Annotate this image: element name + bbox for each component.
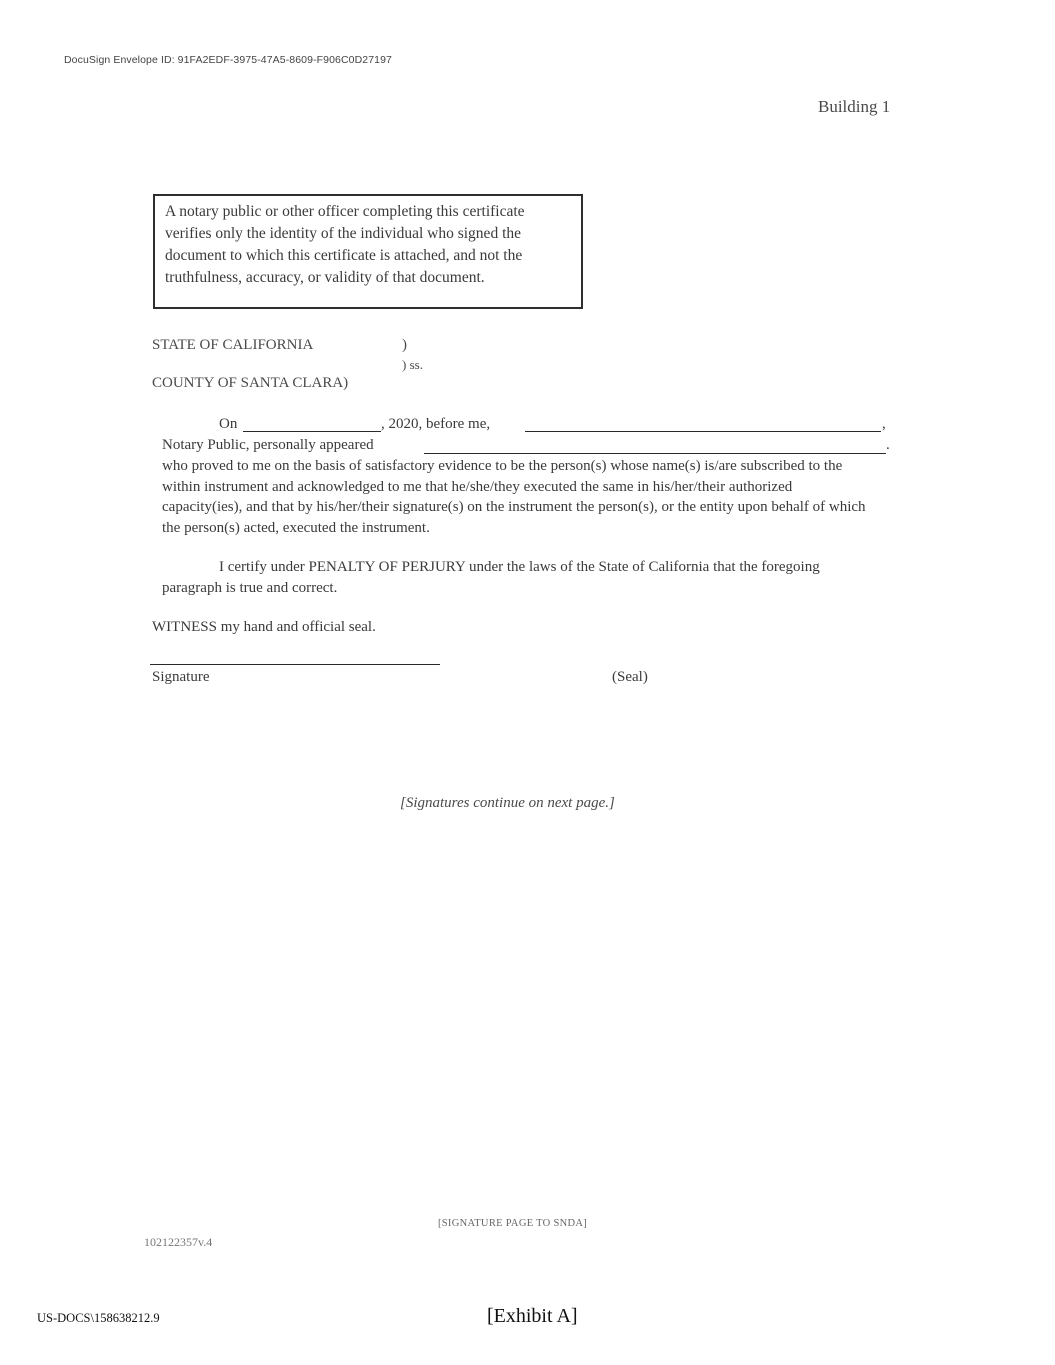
perjury-certification-paragraph: I certify under PENALTY OF PERJURY under the laws of the State of California that the foregoing paragraph is true and correct. [162, 559, 820, 596]
docusign-envelope-id: DocuSign Envelope ID: 91FA2EDF-3975-47A5-8609-F906C0D27197 [64, 54, 392, 66]
ack-notary-text: Notary Public, personally appeared [162, 437, 374, 453]
signatures-continue-note: [Signatures continue on next page.] [400, 795, 615, 811]
venue-state: STATE OF CALIFORNIA [152, 337, 314, 353]
ack-on-label: On [219, 416, 238, 432]
building-label: Building 1 [818, 97, 891, 116]
exhibit-label: [Exhibit A] [487, 1305, 578, 1327]
seal-label: (Seal) [612, 669, 648, 685]
signature-label: Signature [152, 669, 210, 685]
footer-document-number: US-DOCS\158638212.9 [37, 1311, 160, 1325]
ack-period: . [886, 437, 890, 453]
notary-notice-text: A notary public or other officer completing this certificate verifies only the identity of the individual who signed the document to which this certificate is attached, and not the truthfulness, accuracy, or validity of that document. [165, 203, 525, 286]
notary-notice-box [153, 194, 583, 309]
ack-comma: , [882, 416, 886, 432]
ack-year-text: , 2020, before me, [381, 416, 491, 432]
signature-page-caption: [SIGNATURE PAGE TO SNDA] [438, 1218, 588, 1229]
officer-name-blank-line [525, 431, 881, 432]
venue-paren: ) [402, 337, 407, 353]
appeared-name-blank-line [424, 453, 886, 454]
venue-county: COUNTY OF SANTA CLARA) [152, 375, 349, 391]
acknowledgment-paragraph: who proved to me on the basis of satisfactory evidence to be the person(s) whose name(s) is/are subscribed to the within instrument and acknowledged to me that he/she/they executed the same in his/her/their authorized capacity(ies), and that by his/her/their signature(s) on the instrument the person(s), or the entity upon behalf of which the person(s) acted, executed the instrument. [162, 458, 866, 536]
venue-ss: ) ss. [402, 357, 423, 372]
date-blank-line [243, 431, 381, 432]
inner-document-number: 102122357v.4 [144, 1235, 213, 1249]
signature-line [150, 664, 440, 665]
witness-statement: WITNESS my hand and official seal. [152, 619, 376, 635]
